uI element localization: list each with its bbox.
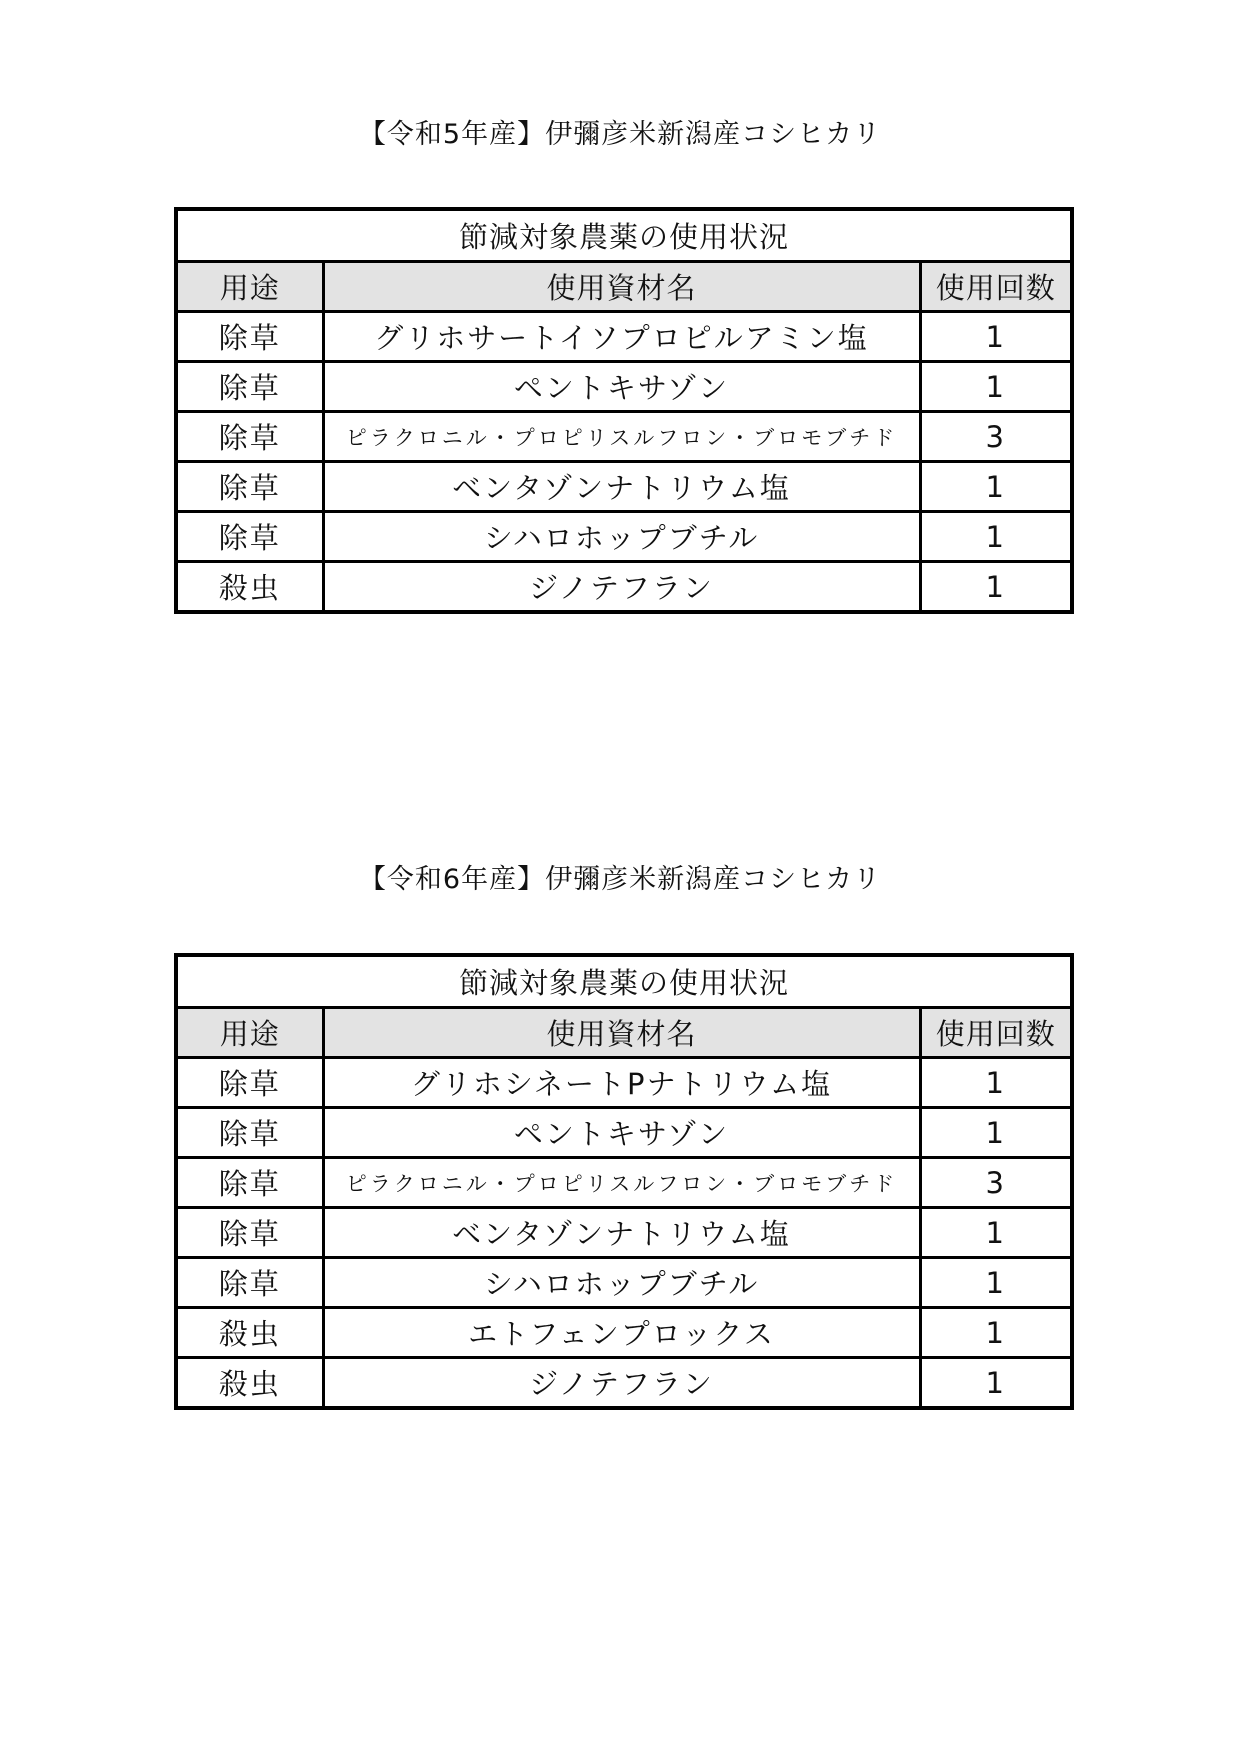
cell-count: 1 [920,362,1072,412]
cell-count: 1 [920,312,1072,362]
table-row [176,1058,1072,1108]
pesticide-table-r5 [174,207,1074,614]
table-row [176,1308,1072,1358]
cell-count: 1 [920,1308,1072,1358]
cell-material: ピラクロニル・プロピリスルフロン・ブロモブチド [323,412,920,462]
cell-count: 3 [920,1158,1072,1208]
cell-count: 1 [920,562,1072,613]
cell-use: 除草 [176,1108,323,1158]
cell-count: 3 [920,412,1072,462]
cell-count: 1 [920,1258,1072,1308]
cell-material: エトフェンプロックス [323,1308,920,1358]
table-row [176,462,1072,512]
table-row [176,1108,1072,1158]
cell-use: 除草 [176,412,323,462]
header-material: 使用資材名 [323,262,920,312]
cell-material: グリホサートイソプロピルアミン塩 [323,312,920,362]
cell-use: 殺虫 [176,562,323,613]
table-row [176,312,1072,362]
cell-count: 1 [920,1058,1072,1108]
header-material: 使用資材名 [323,1008,920,1058]
cell-use: 除草 [176,1258,323,1308]
cell-material: ベンタゾンナトリウム塩 [323,462,920,512]
table-caption: 節減対象農薬の使用状況 [176,955,1072,1008]
section-title-r6: 【令和6年産】伊彌彦米新潟産コシヒカリ [358,864,882,895]
cell-use: 除草 [176,1158,323,1208]
cell-material: グリホシネートPナトリウム塩 [323,1058,920,1108]
header-use: 用途 [176,262,323,312]
cell-material: シハロホップブチル [323,1258,920,1308]
table-caption: 節減対象農薬の使用状況 [176,209,1072,262]
cell-use: 殺虫 [176,1308,323,1358]
cell-count: 1 [920,1108,1072,1158]
header-count: 使用回数 [920,1008,1072,1058]
table-row [176,1358,1072,1409]
cell-material: ベンタゾンナトリウム塩 [323,1208,920,1258]
cell-count: 1 [920,1358,1072,1409]
cell-material: シハロホップブチル [323,512,920,562]
table-header-row [176,1008,1072,1058]
section-title-r5: 【令和5年産】伊彌彦米新潟産コシヒカリ [358,119,882,150]
cell-use: 除草 [176,312,323,362]
cell-use: 除草 [176,512,323,562]
cell-use: 殺虫 [176,1358,323,1409]
cell-material: ペントキサゾン [323,1108,920,1158]
table-row [176,412,1072,462]
cell-count: 1 [920,462,1072,512]
header-count: 使用回数 [920,262,1072,312]
cell-material: ピラクロニル・プロピリスルフロン・ブロモブチド [323,1158,920,1208]
pesticide-table-r6 [174,953,1074,1410]
cell-use: 除草 [176,1058,323,1108]
cell-count: 1 [920,512,1072,562]
header-use: 用途 [176,1008,323,1058]
table-caption-row [176,955,1072,1008]
table-row [176,512,1072,562]
table-row [176,362,1072,412]
table-row [176,1208,1072,1258]
cell-count: 1 [920,1208,1072,1258]
cell-use: 除草 [176,1208,323,1258]
cell-material: ジノテフラン [323,562,920,613]
table-row [176,562,1072,613]
cell-use: 除草 [176,362,323,412]
table-row [176,1158,1072,1208]
table-row [176,1258,1072,1308]
table-caption-row [176,209,1072,262]
cell-use: 除草 [176,462,323,512]
table-header-row [176,262,1072,312]
cell-material: ジノテフラン [323,1358,920,1409]
cell-material: ペントキサゾン [323,362,920,412]
